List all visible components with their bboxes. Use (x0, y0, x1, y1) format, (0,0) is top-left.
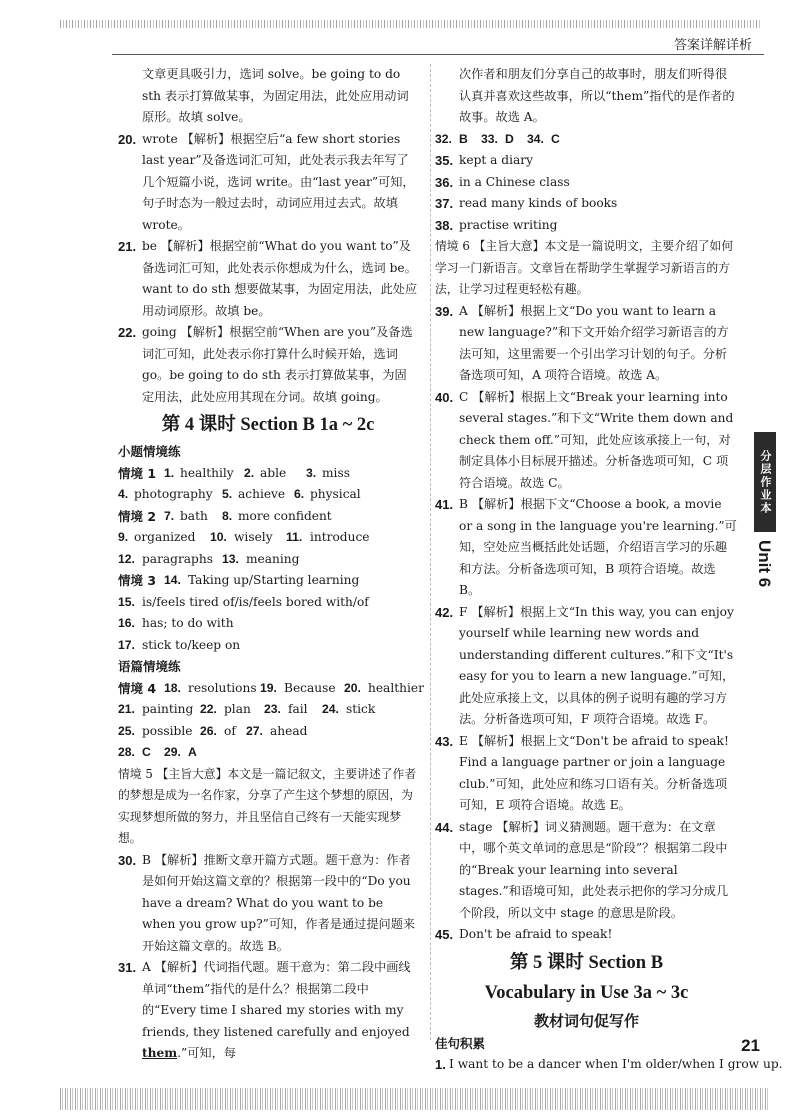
answer-text: Don't be afraid to speak! (459, 927, 613, 941)
underlined-word: them (142, 1046, 178, 1060)
answer-row (118, 721, 418, 743)
label-passage: 语篇情境练 (118, 659, 181, 674)
answer-text: practise writing (459, 217, 558, 232)
context-label: 情境 4 (118, 680, 157, 696)
answer-row (118, 742, 418, 764)
context-label: 情境 2 (118, 508, 157, 524)
header-divider (112, 54, 764, 55)
answer: painting (142, 702, 194, 716)
answer-43 (435, 731, 738, 817)
answer: bath (180, 508, 208, 523)
answer-38 (435, 215, 738, 237)
answer-42 (435, 602, 738, 731)
item-number: 14. (164, 573, 181, 587)
context-label: 情境 3 (118, 573, 157, 588)
item-number: 29. (164, 745, 181, 759)
answer-text: B 【解析】推断文章开篇方式题。题干意为：作者是如何开始这篇文章的？根据第一段中的“Do you have a dream? What do you want to be when you grow up?”可知，作者是通过提问题来开始这篇文章的。故选 B。 (142, 852, 416, 953)
item-number: 22. (200, 702, 217, 716)
item-number: 13. (222, 551, 239, 566)
answer-row (118, 635, 418, 657)
answer: is/feels tired of/is/feels bored with/of (142, 594, 369, 609)
label-practice: 小题情境练 (118, 444, 181, 459)
item-number: 44. (435, 819, 454, 835)
item-number: 6. (294, 487, 305, 501)
answer-row (118, 549, 418, 571)
continuation-text: 文章更具吸引力，选词 solve。be going to do sth 表示打算做某事，为固定用法，此处应用动词原形。故填 solve。 (142, 67, 409, 124)
answer: meaning (246, 551, 300, 566)
answer: B (459, 131, 468, 146)
item-number: 31. (118, 960, 137, 975)
answer-text: be 【解析】根据空前“What do you want to”及备选词汇可知，此处表示你想成为什么，选词 be。want to do sth 想要做某事，为固定用法，此处应用动词原形。故填 be。 (142, 239, 418, 318)
answer: Because (284, 680, 336, 695)
item-number: 38. (435, 217, 454, 233)
item-number: 33. (481, 131, 498, 146)
answer-21 (118, 236, 418, 322)
answer: able (260, 465, 287, 480)
item-number: 45. (435, 927, 454, 942)
answer-text-end: .”可知，每 (177, 1046, 236, 1060)
answer-35 (435, 150, 738, 172)
answer: physical (310, 487, 361, 501)
item-number: 36. (435, 174, 454, 190)
answer-text: A 【解析】代词指代题。题干意为：第二段中画线单词“them”指代的是什么？根据第二段中的“Every time I shared my stories with my friends, they listened carefully and enjoyed (142, 960, 411, 1039)
item-number: 15. (118, 594, 135, 609)
item-number: 32. (435, 131, 452, 146)
item-number: 20. (118, 131, 137, 147)
side-tab: 分层作业本 (754, 432, 776, 532)
answer-41 (435, 494, 738, 602)
item-number: 27. (246, 723, 263, 738)
answer: achieve (238, 487, 286, 501)
answer: wisely (234, 530, 273, 544)
item-number: 24. (322, 702, 339, 716)
answer-row (435, 129, 738, 151)
answer: stick (346, 702, 376, 716)
section-title-4: 第 4 课时 Section B 1a ~ 2c (161, 415, 375, 435)
answer: introduce (310, 530, 370, 544)
context-5-summary: 情境 5 【主旨大意】本文是一篇记叙文，主要讲述了作者的梦想是成为一名作家，分享了产生这个梦想的原因，为实现梦想所做的努力，并且坚信自己终有一天能实现梦想。 (118, 766, 417, 845)
unit-label: Unit 6 (755, 540, 774, 588)
answer-row (118, 527, 418, 549)
answer-text: going 【解析】根据空前“When are you”及备选词汇可知，此处表示你打算什么时候开始，选词 go。be going to do sth 表示打算做某事，为固定用法，此处应用其现在分词。故填 going。 (142, 325, 413, 404)
context-6-summary: 情境 6 【主旨大意】本文是一篇说明文，主要介绍了如何学习一门新语言。文章旨在帮助学生掌握学习新语言的方法，让学习过程更轻松有趣。 (435, 239, 734, 296)
answer-text: E 【解析】根据上文“Don't be afraid to speak! Find a language partner or join a language club.”可知，此处应和练习口语有关。分析备选项可知，E 项符合语境。故选 E。 (459, 733, 729, 812)
answer-text: A 【解析】根据上文“Do you want to learn a new language?”和下文开始介绍学习新语言的方法可知，这里需要一个引出学习计划的句子。分析备选项可知，A 项符合语境。故选 A。 (459, 303, 729, 382)
item-number: 9. (118, 530, 129, 544)
answer-39 (435, 301, 738, 387)
item-number: 41. (435, 497, 454, 512)
answer: ahead (270, 723, 308, 738)
item-number: 43. (435, 733, 454, 749)
answer-row (118, 678, 424, 700)
context-label: 情境 1 (118, 465, 157, 481)
answer-text: stage 【解析】词义猜测题。题干意为：在文章中，哪个英文单词的意思是“阶段”？根据第二段中的“Break your learning into several stages.”和语境可知，此处表示把你的学习分成几个阶段，所以文中 stage 的意思是阶段。 (459, 819, 729, 920)
item-number: 25. (118, 723, 135, 738)
answer-40 (435, 387, 738, 495)
item-number: 3. (306, 465, 317, 480)
item-number: 21. (118, 239, 137, 254)
answer: has; to do with (142, 616, 234, 630)
item-number: 35. (435, 153, 454, 168)
answer-row (118, 613, 418, 635)
answer-text: read many kinds of books (459, 196, 618, 210)
item-number: 40. (435, 389, 454, 405)
item-number: 39. (435, 303, 454, 319)
answer: possible (142, 723, 193, 738)
item-number: 20. (344, 680, 361, 695)
item-number: 21. (118, 702, 135, 716)
item-number: 5. (222, 487, 233, 501)
item-number: 1. (164, 465, 175, 480)
section-subtitle-writing: 教材词句促写作 (533, 1011, 639, 1030)
answer-22 (118, 322, 418, 408)
answer: resolutions (188, 680, 257, 695)
item-number: 12. (118, 551, 135, 566)
section-title-5: 第 5 课时 Section B (509, 952, 664, 973)
answer-31 (118, 957, 418, 1065)
continuation-text: 次作者和朋友们分享自己的故事时，朋友们听得很认真并喜欢这些故事，所以“them”指代的是作者的故事。故选 A。 (459, 67, 735, 124)
answer: of (224, 723, 236, 738)
item-number: 19. (260, 680, 277, 695)
left-column (118, 64, 424, 1065)
answer-row (118, 699, 418, 721)
answer-text: B 【解析】根据下文“Choose a book, a movie or a song in the language you're learning.”可知，空处应当概括此处话题，介绍语言学习的乐趣和方法。分析备选项可知，B 项符合语境。故选 B。 (459, 497, 737, 597)
item-number: 7. (164, 508, 175, 523)
answer-44 (435, 817, 738, 925)
answer-37 (435, 193, 738, 215)
item-number: 28. (118, 745, 135, 759)
answer: paragraphs (142, 551, 213, 566)
item-number: 2. (244, 465, 255, 480)
answer-row (118, 484, 418, 506)
item-number: 42. (435, 604, 454, 620)
answer-row (118, 592, 418, 614)
item-number: 37. (435, 196, 454, 211)
item-number: 11. (286, 530, 303, 544)
answer: miss (322, 465, 350, 480)
answer-45 (435, 924, 738, 946)
top-scan-strip (60, 20, 760, 28)
page-number: 21 (741, 1036, 760, 1055)
answer-row (118, 570, 418, 592)
answer: more confident (238, 508, 332, 523)
bottom-scan-strip (60, 1088, 770, 1110)
answer: stick to/keep on (142, 637, 241, 652)
item-number: 22. (118, 325, 137, 340)
sentence-text: I want to be a dancer when I'm older/when I grow up. (449, 1057, 783, 1071)
answer-36 (435, 172, 738, 194)
item-number: 4. (118, 487, 129, 501)
answer-text: C 【解析】根据上文“Break your learning into several stages.”和下文“Write them down and check them off.”可知，此处应该承接上一句，对制定具体小目标展开描述。分析备选项可知，C 项符合语境。故选 C。 (459, 389, 734, 490)
sentence-1 (435, 1054, 783, 1076)
answer: photography (134, 487, 213, 501)
answer-30 (118, 850, 418, 958)
item-number: 23. (264, 702, 281, 716)
label-sentences: 佳句积累 (435, 1035, 486, 1051)
section-subtitle-vocabulary: Vocabulary in Use 3a ~ 3c (484, 982, 689, 1003)
answer-text: F 【解析】根据上文“In this way, you can enjoy yourself while learning new words and understanding different cultures.”和下文“It's easy for you to learn a new language.”可知，此处应承接上文，以具体的例子说明有趣的学习方法。分析备选项可知，F 项符合语境。故选 F。 (459, 604, 735, 726)
column-divider (430, 64, 431, 1040)
answer: healthier (368, 680, 424, 695)
answer: fail (288, 702, 308, 716)
item-number: 26. (200, 723, 217, 738)
item-number: 10. (210, 530, 227, 544)
item-number: 8. (222, 508, 233, 523)
answer-text: kept a diary (459, 153, 533, 167)
answer-text: in a Chinese class (459, 174, 570, 189)
answer: A (188, 745, 197, 759)
answer: healthily (180, 465, 234, 480)
answer-row (118, 506, 418, 528)
answer: organized (134, 530, 196, 544)
answer: C (551, 131, 560, 146)
answer-row (118, 463, 418, 485)
item-number: 18. (164, 680, 181, 695)
answer: C (142, 745, 151, 759)
answer-text: wrote 【解析】根据空后“a few short stories last year”及备选词汇可知，此处表示我去年写了几个短篇小说，选词 write。由“last year”可知，句子时态为一般过去时，动词应用过去式。故填 wrote。 (142, 131, 415, 232)
item-number: 1. (435, 1057, 446, 1072)
header-title: 答案详解详析 (673, 38, 752, 53)
answer-20 (118, 129, 418, 237)
item-number: 30. (118, 852, 137, 868)
answer: plan (224, 702, 251, 716)
answer: Taking up/Starting learning (188, 573, 360, 587)
item-number: 34. (527, 131, 544, 146)
answer: D (505, 131, 514, 146)
item-number: 16. (118, 616, 135, 630)
item-number: 17. (118, 637, 135, 652)
